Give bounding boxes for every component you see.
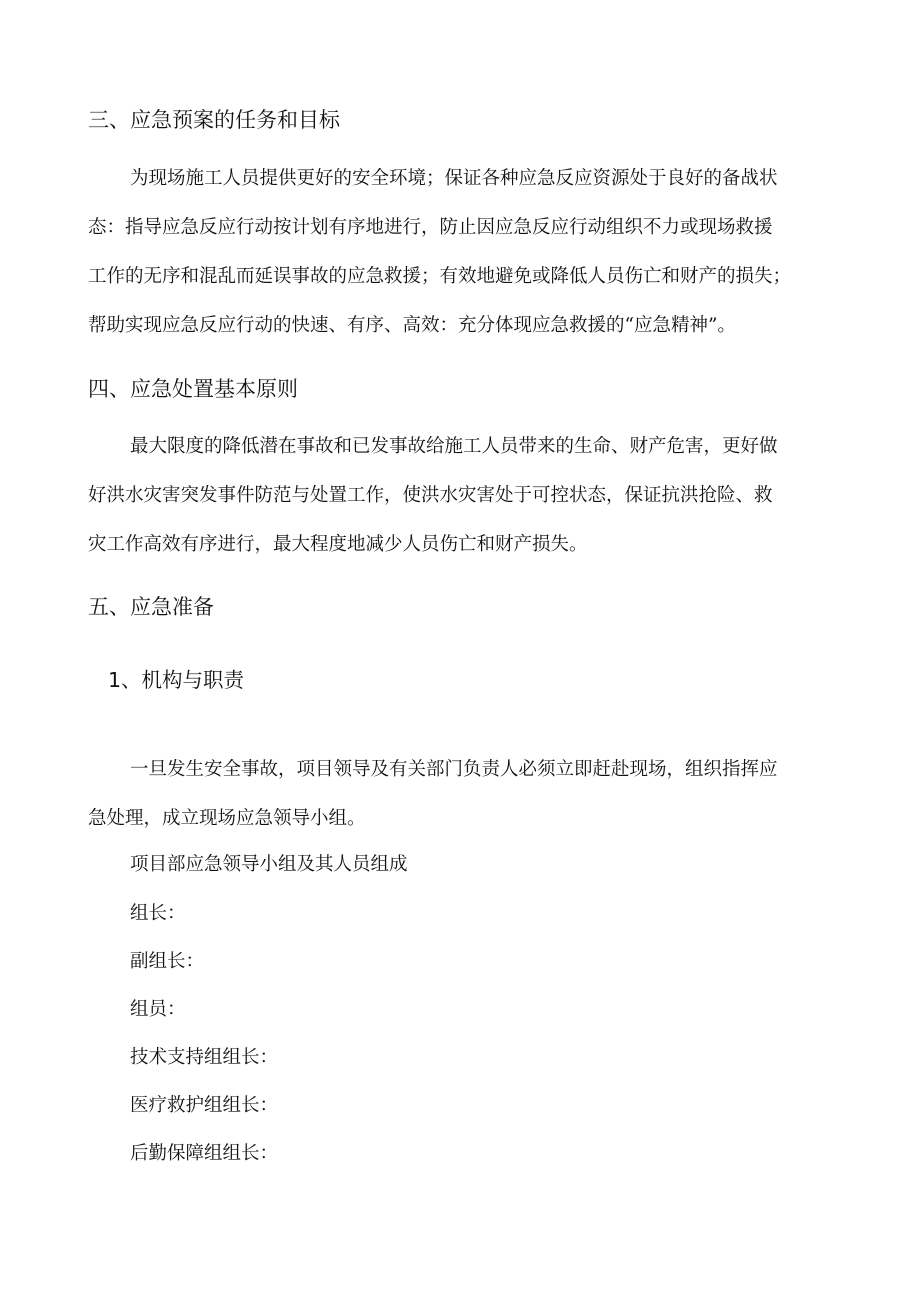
role-member-label: 组员： — [130, 999, 186, 1020]
section-3-line-1: 为现场施工人员提供更好的安全环境；保证各种应急反应资源处于良好的备战状 — [130, 168, 778, 189]
subsection-1-line-1: 一旦发生安全事故，项目领导及有关部门负责人必须立即赶赴现场，组织指挥应 — [130, 759, 778, 780]
section-5-heading: 五、应急准备 — [88, 595, 214, 619]
subsection-1-heading: 1、机构与职责 — [108, 668, 245, 692]
section-4-line-3: 灾工作高效有序进行，最大程度地减少人员伤亡和财产损失。 — [88, 534, 588, 555]
section-3-line-3: 工作的无序和混乱而延误事故的应急救援；有效地避免或降低人员伤亡和财产的损失； — [88, 266, 792, 287]
section-3-heading: 三、应急预案的任务和目标 — [88, 108, 340, 132]
section-4-line-2: 好洪水灾害突发事件防范与处置工作，使洪水灾害处于可控状态，保证抗洪抢险、救 — [88, 485, 773, 506]
role-leader-label: 组长： — [130, 903, 186, 924]
subsection-1-paragraph — [88, 755, 848, 845]
section-3-line-4: 帮助实现应急反应行动的快速、有序、高效：充分体现应急救援的“应急精神”。 — [88, 315, 736, 336]
role-deputy-leader-label: 副组长： — [130, 951, 205, 972]
section-3-paragraph — [88, 164, 848, 354]
section-4-paragraph — [88, 432, 848, 572]
role-medical-rescue-leader-label: 医疗救护组组长： — [130, 1095, 279, 1116]
subsection-1-line-2: 急处理，成立现场应急领导小组。 — [88, 808, 366, 829]
role-logistics-leader-label: 后勤保障组组长： — [130, 1143, 279, 1164]
section-4-heading: 四、应急处置基本原则 — [88, 377, 298, 401]
section-3-line-2: 态：指导应急反应行动按计划有序地进行，防止因应急反应行动组织不力或现场救援 — [88, 217, 773, 238]
team-composition-title: 项目部应急领导小组及其人员组成 — [130, 854, 408, 875]
section-4-line-1: 最大限度的降低潜在事故和已发事故给施工人员带来的生命、财产危害，更好做 — [130, 436, 778, 457]
role-tech-support-leader-label: 技术支持组组长： — [130, 1047, 279, 1068]
